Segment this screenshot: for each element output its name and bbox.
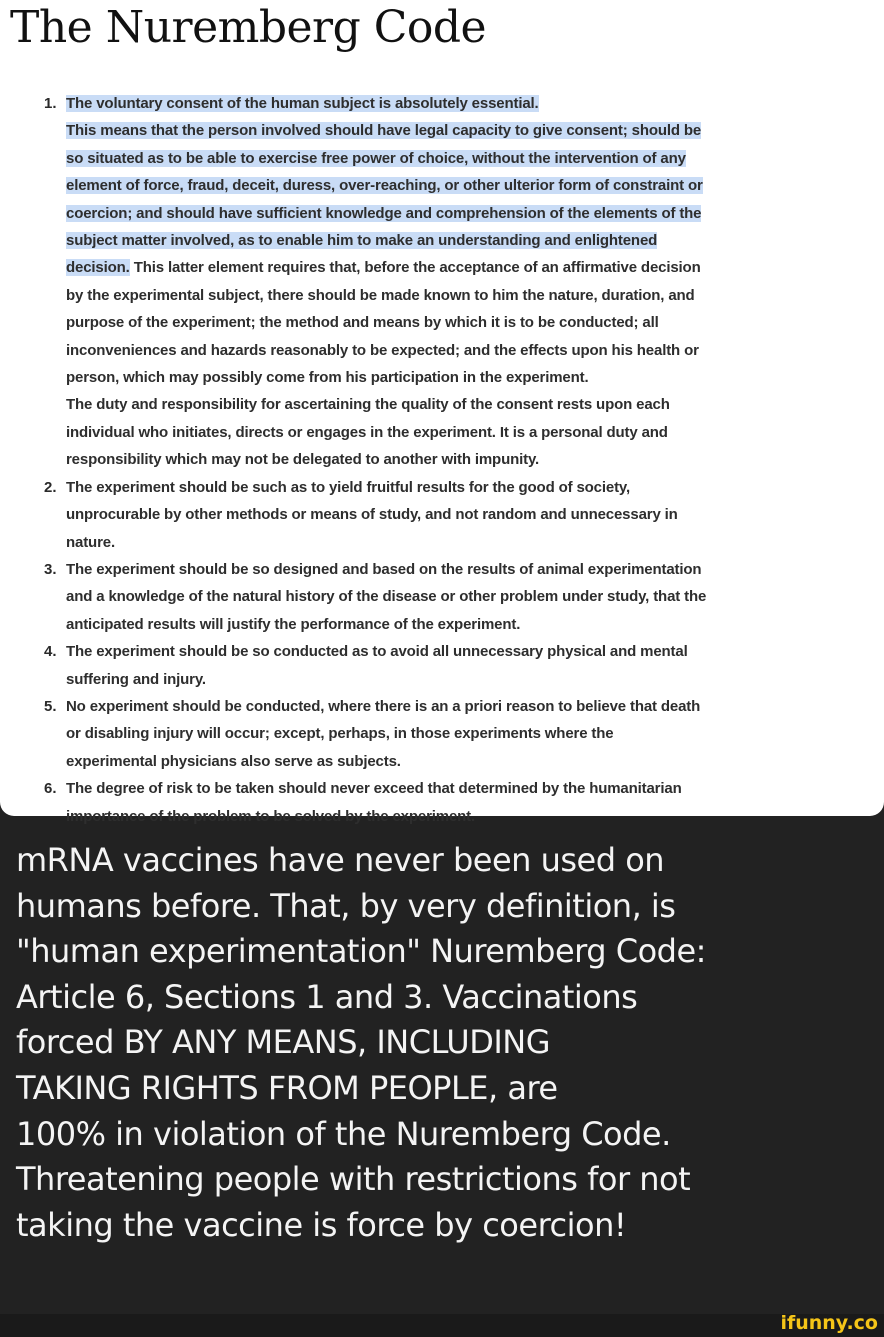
line-text: The experiment should be such as to yield fruitful results for the good of society, xyxy=(66,478,631,496)
item-number: 6. xyxy=(44,780,57,798)
code-list xyxy=(44,90,880,830)
text-line xyxy=(66,748,880,775)
line-text: purpose of the experiment; the method and means by which it is to be conducted; all xyxy=(66,314,659,332)
highlighted-text: subject matter involved, as to enable him to make an understanding and enlightened xyxy=(66,232,658,250)
item-number: 2. xyxy=(44,478,57,496)
caption-line: "human experimentation" Nuremberg Code: xyxy=(16,932,706,971)
item-number: 1. xyxy=(44,95,57,112)
line-text: suffering and injury. xyxy=(66,670,206,688)
text-line xyxy=(66,254,880,281)
list-item xyxy=(44,474,880,556)
highlighted-text: This means that the person involved should have legal capacity to give consent; should be xyxy=(66,122,702,140)
line-text: inconveniences and hazards reasonably to be expected; and the effects upon his health or xyxy=(66,341,699,359)
caption-line: TAKING RIGHTS FROM PEOPLE, are xyxy=(16,1068,558,1107)
text-line xyxy=(66,775,880,802)
highlighted-text: The voluntary consent of the human subject is absolutely essential. xyxy=(66,95,539,112)
item-number: 4. xyxy=(44,643,57,661)
text-line xyxy=(66,529,880,556)
line-text: unprocurable by other methods or means of study, and not random and unnecessary in xyxy=(66,506,678,524)
caption-line: humans before. That, by very definition, is xyxy=(16,886,676,925)
ifunny-watermark: ifunny.co xyxy=(780,1312,878,1334)
text-line xyxy=(66,309,880,336)
text-line xyxy=(66,227,880,254)
line-text: The degree of risk to be taken should never exceed that determined by the humanitarian xyxy=(66,780,682,798)
line-text: No experiment should be conducted, where there is an a priori reason to believe that death xyxy=(66,697,701,715)
item-number: 5. xyxy=(44,697,57,715)
text-line xyxy=(66,337,880,364)
text-line xyxy=(66,556,880,583)
text-line xyxy=(66,803,880,830)
line-text: The experiment should be so conducted as to avoid all unnecessary physical and mental xyxy=(66,643,688,661)
text-line xyxy=(66,200,880,227)
text-line xyxy=(66,282,880,309)
text-line xyxy=(66,720,880,747)
line-text: individual who initiates, directs or engages in the experiment. It is a personal duty and xyxy=(66,423,668,441)
line-text: person, which may possibly come from his participation in the experiment. xyxy=(66,369,589,387)
meme-caption xyxy=(16,838,876,1248)
text-line xyxy=(66,666,880,693)
line-text: responsibility which may not be delegated to another with impunity. xyxy=(66,451,540,469)
highlighted-text: coercion; and should have sufficient knowledge and comprehension of the elements of the xyxy=(66,204,702,222)
line-text: The experiment should be so designed and based on the results of animal experimentation xyxy=(66,560,702,578)
highlighted-text: decision. xyxy=(66,259,130,277)
text-line xyxy=(66,145,880,172)
line-text: nature. xyxy=(66,533,115,551)
caption-line: Article 6, Sections 1 and 3. Vaccinations xyxy=(16,977,638,1016)
line-text: The duty and responsibility for ascertaining the quality of the consent rests upon each xyxy=(66,396,670,414)
footer-bar xyxy=(0,1314,884,1337)
text-line xyxy=(66,474,880,501)
line-text: by the experimental subject, there should be made known to him the nature, duration, and xyxy=(66,286,695,304)
text-line xyxy=(66,501,880,528)
caption-line: forced BY ANY MEANS, INCLUDING xyxy=(16,1023,551,1062)
line-text: importance of the problem to be solved by the experiment. xyxy=(66,807,476,825)
text-line xyxy=(66,117,880,144)
caption-line: mRNA vaccines have never been used on xyxy=(16,841,665,879)
highlighted-text: element of force, fraud, deceit, duress, over-reaching, or other ulterior form of constraint or xyxy=(66,177,703,195)
text-line xyxy=(66,90,880,117)
text-line xyxy=(66,446,880,473)
text-line xyxy=(66,391,880,418)
caption-line: Threatening people with restrictions for not xyxy=(16,1160,691,1199)
item-number: 3. xyxy=(44,560,57,578)
text-line xyxy=(66,638,880,665)
list-item xyxy=(44,775,880,830)
list-item xyxy=(44,638,880,693)
list-item xyxy=(44,693,880,775)
text-line xyxy=(66,364,880,391)
text-line xyxy=(66,172,880,199)
list-item xyxy=(44,90,880,474)
document-title: The Nuremberg Code xyxy=(10,2,487,53)
line-text: and a knowledge of the natural history of the disease or other problem under study, that the xyxy=(66,588,707,606)
line-text: anticipated results will justify the performance of the experiment. xyxy=(66,615,521,633)
text-line xyxy=(66,583,880,610)
line-text: experimental physicians also serve as subjects. xyxy=(66,752,401,770)
list-item xyxy=(44,556,880,638)
text-line xyxy=(66,611,880,638)
line-text: This latter element requires that, before the acceptance of an affirmative decision xyxy=(129,259,701,277)
caption-line: taking the vaccine is force by coercion! xyxy=(16,1205,627,1244)
text-line xyxy=(66,419,880,446)
caption-line: 100% in violation of the Nuremberg Code. xyxy=(16,1114,671,1153)
highlighted-text: so situated as to be able to exercise free power of choice, without the intervention of any xyxy=(66,149,686,167)
line-text: or disabling injury will occur; except, perhaps, in those experiments where the xyxy=(66,725,614,743)
text-line xyxy=(66,693,880,720)
